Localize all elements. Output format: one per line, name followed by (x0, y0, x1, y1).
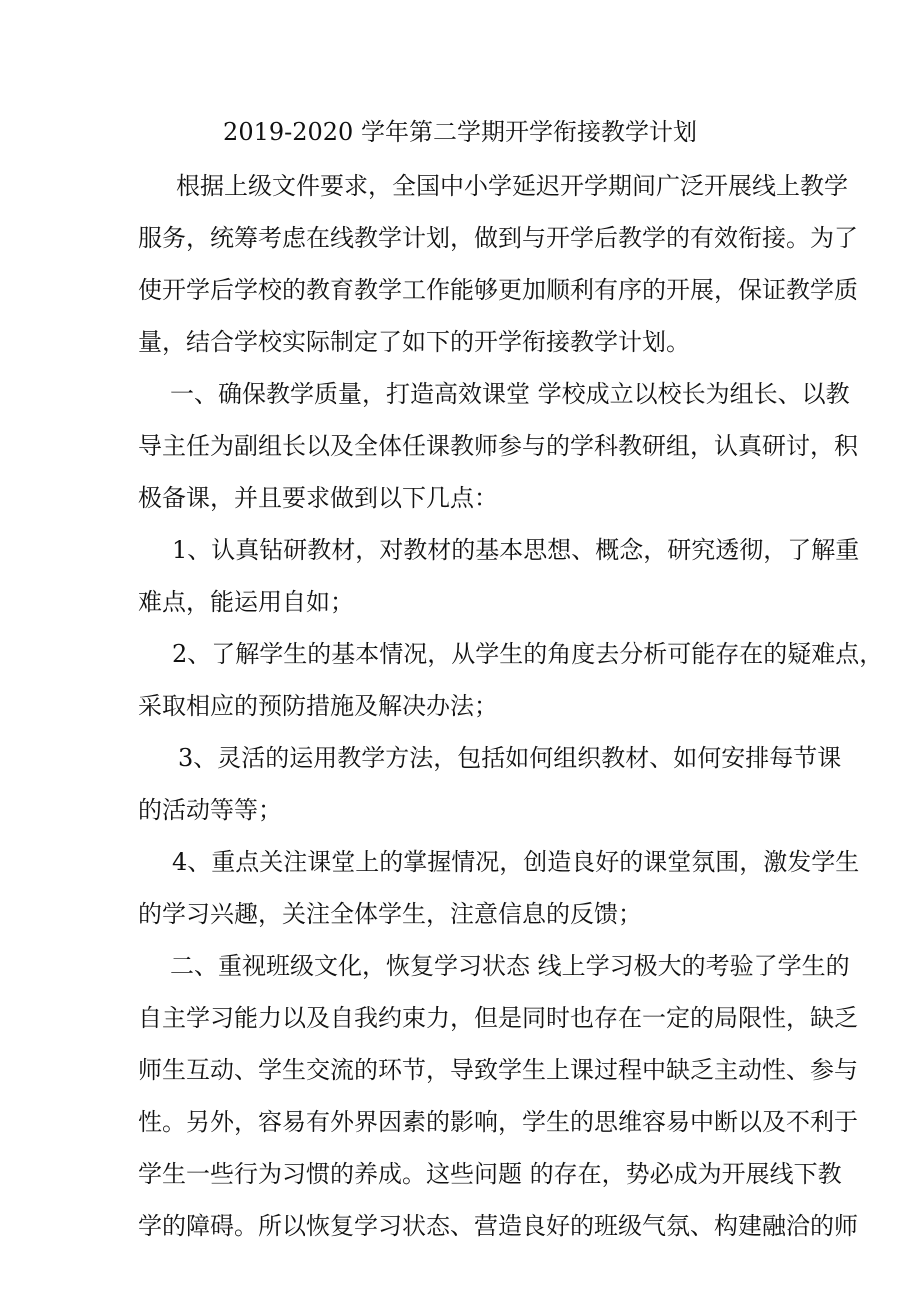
paragraph-line: 采取相应的预防措施及解决办法； (138, 692, 498, 720)
paragraph-line: 的活动等等； (138, 796, 282, 824)
paragraph-line: 2、了解学生的基本情况，从学生的角度去分析可能存在的疑难点， (172, 640, 884, 668)
paragraph-line: 自主学习能力以及自我约束力，但是同时也存在一定的局限性，缺乏 (138, 1004, 858, 1032)
paragraph-line: 服务，统筹考虑在线教学计划，做到与开学后教学的有效衔接。为了 (138, 224, 858, 252)
document-title: 2019-2020 学年第二学期开学衔接教学计划 (223, 118, 697, 146)
paragraph-line: 1、认真钻研教材，对教材的基本思想、概念，研究透彻，了解重 (172, 536, 860, 564)
paragraph-line: 一、确保教学质量，打造高效课堂 学校成立以校长为组长、以教 (170, 380, 850, 408)
paragraph-line: 4、重点关注课堂上的掌握情况，创造良好的课堂氛围，激发学生 (172, 848, 860, 876)
paragraph-line: 二、重视班级文化，恢复学习状态 线上学习极大的考验了学生的 (170, 952, 850, 980)
paragraph-line: 使开学后学校的教育教学工作能够更加顺利有序的开展，保证教学质 (138, 276, 858, 304)
paragraph-line: 学的障碍。所以恢复学习状态、营造良好的班级气氛、构建融洽的师 (138, 1212, 858, 1240)
paragraph-line: 极备课，并且要求做到以下几点： (138, 484, 498, 512)
paragraph-line: 师生互动、学生交流的环节，导致学生上课过程中缺乏主动性、参与 (138, 1056, 858, 1084)
paragraph-line: 学生一些行为习惯的养成。这些问题 的存在，势必成为开展线下教 (138, 1160, 842, 1188)
paragraph-line: 量，结合学校实际制定了如下的开学衔接教学计划。 (138, 328, 690, 356)
document-body (138, 160, 884, 1252)
paragraph-line: 导主任为副组长以及全体任课教师参与的学科教研组，认真研讨，积 (138, 432, 858, 460)
paragraph-line: 难点，能运用自如； (138, 588, 354, 616)
paragraph-line: 性。另外，容易有外界因素的影响，学生的思维容易中断以及不利于 (138, 1108, 858, 1136)
paragraph-line: 的学习兴趣，关注全体学生，注意信息的反馈； (138, 900, 642, 928)
paragraph-line: 根据上级文件要求，全国中小学延迟开学期间广泛开展线上教学 (176, 172, 848, 200)
paragraph-line: 3、灵活的运用教学方法，包括如何组织教材、如何安排每节课 (178, 744, 842, 772)
